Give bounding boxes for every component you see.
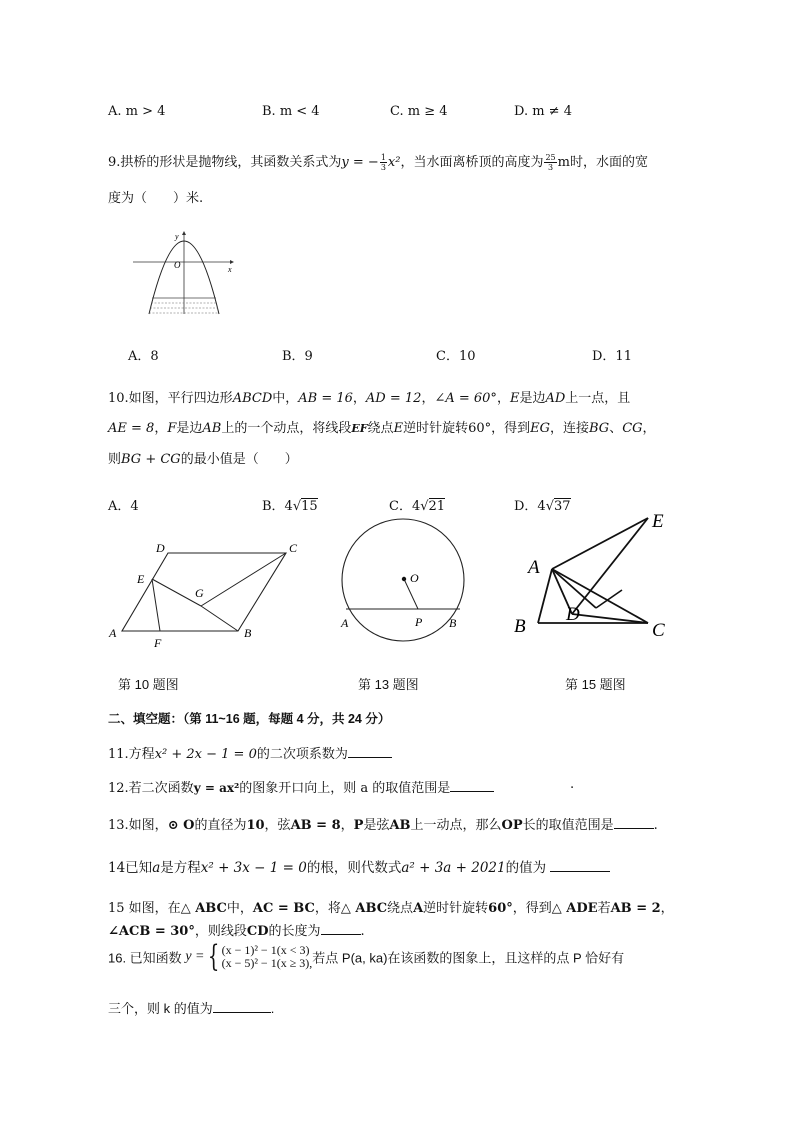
q16-case-2: (x − 5)² − 1(x ≥ 3), (221, 956, 313, 970)
q10-bg: BG (589, 421, 610, 436)
q14-text-c: 的根，则代数式 (306, 860, 402, 876)
q11-equation: x² + 2x − 1 = 0 (154, 747, 257, 762)
q10-sep2: ， (421, 391, 435, 406)
q10-ad: AD = 12 (365, 391, 422, 406)
fig15-segment-ae (552, 518, 648, 569)
q10-ab: AB = 16 (298, 391, 353, 406)
q9-text-b: ，当水面离桥顶的高度为 (400, 155, 544, 170)
fig10-segment-gb (201, 606, 238, 631)
fig10-segment-gc (201, 553, 286, 606)
fig10-label-a: A (109, 626, 117, 640)
q16-case-1: (x − 1)² − 1(x < 3) (221, 943, 310, 957)
q9-option-b: B．9 (282, 349, 313, 364)
q9-option-a: A．8 (128, 349, 159, 364)
q14-expression: a² + 3a + 2021 (401, 860, 506, 876)
fig13-label-p: P (415, 615, 423, 629)
q15-line2 (108, 920, 365, 939)
q10-text-2f: ，连接 (549, 421, 589, 436)
fig15-label-d: D (566, 604, 580, 625)
q10-option-d-radicand: 37 (554, 499, 571, 514)
q9-line2: 度为（ ）米. (108, 191, 204, 206)
q15-text-f: ，得到 (512, 901, 552, 916)
q10-text-1b: 中， (272, 391, 299, 406)
fig15-label-a: A (528, 557, 540, 578)
fig10-label-c: C (289, 541, 298, 555)
q9-line1 (108, 151, 648, 172)
q13-circle-o: ⊙ O (167, 818, 195, 833)
fig10-label-f: F (154, 636, 162, 650)
q9-x-arrow (230, 260, 234, 264)
q10-option-d-text: D．4 (514, 499, 546, 514)
q12-stray-dot: . (570, 777, 575, 792)
fig10-segment-eg (152, 579, 201, 606)
q10-f: F (167, 421, 177, 436)
fig13-label-b: B (449, 616, 457, 630)
q10-option-d-sqrt: √ (545, 499, 554, 514)
q10-cg: CG (622, 421, 643, 436)
q10-text-3b: 的最小值是（ ） (180, 452, 298, 467)
q9-x-label: x (228, 265, 232, 274)
q12-answer-blank[interactable] (450, 791, 494, 792)
q10-option-c-sqrt: √ (420, 499, 429, 514)
q10-option-a-text: A．4 (108, 499, 139, 514)
q9-y-arrow (182, 231, 186, 235)
fig15-segment-ab (538, 569, 552, 623)
q10-text-2e: 逆时针旋转60°，得到 (403, 421, 531, 436)
q15-eq1: AC = BC (252, 901, 315, 916)
q13-text-a: 13.如图， (108, 818, 168, 833)
q10-eg: EG (530, 421, 550, 436)
q10-ab2: AB (202, 421, 222, 436)
q10-option-b-sqrt: √ (292, 499, 302, 514)
q8-option-a: A. m > 4 (108, 104, 166, 119)
q10-ad2: AD (545, 391, 566, 406)
fig15-label-e: E (652, 511, 664, 532)
q16-end: . (270, 1001, 275, 1016)
q10-option-c (389, 495, 445, 514)
q10-sep1: ， (352, 391, 366, 406)
q12-text-b: 的图象开口向上，则 a 的取值范围是 (239, 781, 451, 796)
q9-func-y: y = − (341, 155, 379, 170)
q10-text-1a: 10.如图，平行四边形 (108, 391, 233, 406)
q15-triangle-3: △ ADE (551, 901, 598, 916)
q15-angle: ∠ACB = 30° (108, 924, 195, 939)
q10-abcd: ABCD (232, 391, 273, 406)
q10-option-b-text: B．4 (262, 499, 293, 514)
q10-option-c-radicand: 21 (428, 499, 446, 514)
q10-text-2b: 是边 (176, 421, 203, 436)
q10-text-2d: 绕点 (367, 421, 394, 436)
q8-option-d: D. m ≠ 4 (514, 104, 572, 119)
fig10-caption: 第 10 题图 (118, 677, 179, 692)
q10-line3 (108, 448, 298, 467)
q10-e2: E (393, 421, 404, 436)
q9-text-c: m时，水面的宽 (557, 155, 648, 170)
fig13-caption: 第 13 题图 (358, 677, 419, 692)
q10-text-1e: 上一点，且 (565, 391, 631, 406)
q10-e: E (509, 391, 520, 406)
q10-option-b (262, 495, 318, 514)
q15-text-d: 绕点 (387, 901, 414, 916)
q15-text-2c: 的长度为 (268, 924, 321, 939)
q16-y: y = (185, 949, 205, 964)
q15-text-b: 中， (226, 901, 253, 916)
q9-y-label: y (175, 232, 179, 241)
q13-ten: 10 (246, 818, 265, 833)
fig10-label-d: D (156, 541, 165, 555)
fig13-center-dot (402, 577, 406, 581)
q13-text-d: ， (340, 818, 354, 833)
q10-line2 (108, 417, 656, 436)
q10-ef: EF (351, 422, 368, 435)
q10-option-b-radicand: 15 (301, 499, 318, 514)
q15-text-2b: ，则线段 (194, 924, 247, 939)
q10-text-3a: 则 (108, 452, 122, 467)
q15-text-e: 逆时针旋转 (423, 901, 489, 916)
q14 (108, 856, 610, 876)
q16-cases (222, 944, 313, 970)
q15-text-a: 15 如图，在 (108, 901, 181, 916)
fig10-label-b: B (244, 626, 252, 640)
fig15-segment-a-mid (552, 569, 596, 608)
q13-text-b: 的直径为 (194, 818, 247, 833)
q16-text-a: 16. 已知函数 (108, 950, 182, 966)
q15-triangle-1: △ ABC (180, 901, 227, 916)
q13-answer-blank[interactable] (614, 828, 654, 829)
q9-coef-num: 1 (380, 153, 386, 162)
fig15-label-b: B (514, 616, 526, 637)
q16-text-b: 若点 P(a, ka)在该函数的图象上，且这样的点 P 恰好有 (312, 950, 625, 966)
fig15-segment-dc (572, 614, 648, 623)
q13-text-c: ，弦 (264, 818, 291, 833)
fig15-triangles (510, 506, 680, 646)
q10-text-1c: ， (496, 391, 510, 406)
q10-text-2c: 上的一个动点，将线段 (221, 421, 352, 436)
q11-text-a: 11.方程 (108, 747, 155, 762)
fig15-segment-de (572, 518, 648, 614)
fig10-label-g: G (195, 586, 204, 600)
q12-text-a: 12.若二次函数 (108, 781, 194, 796)
q13-ab2: AB (389, 818, 411, 833)
q16-text-line2: 三个，则 k 的值为 (108, 1001, 213, 1016)
fig10-parallelogram (104, 536, 314, 656)
q13-op: OP (501, 818, 523, 833)
q15-point-a: A (413, 901, 424, 916)
q9-text-a: 9.拱桥的形状是抛物线，其函数关系式为 (108, 155, 342, 170)
q9-coef-den: 3 (380, 163, 386, 172)
q11 (108, 743, 392, 762)
q14-text-d: 的值为 (505, 860, 547, 876)
q16-answer-blank[interactable] (213, 1012, 271, 1013)
q10-ae: AE = 8 (108, 421, 155, 436)
q10-text-2a: ， (154, 421, 168, 436)
q15-text-c: ，将 (314, 901, 341, 916)
q10-text-2h: ， (642, 421, 656, 436)
fig10-segment-ef (152, 579, 160, 631)
q15-deg: 60° (488, 901, 513, 916)
q15-end: . (360, 924, 365, 939)
q13-ab: AB = 8 (290, 818, 341, 833)
q16-brace: { (208, 939, 220, 974)
q15-line1 (108, 897, 674, 916)
q14-equation: x² + 3x − 1 = 0 (200, 860, 307, 876)
q9-parabola-figure (128, 228, 238, 318)
q8-option-b: B. m < 4 (262, 104, 320, 119)
q13-end: . (653, 818, 658, 833)
q15-ab: AB = 2 (610, 901, 661, 916)
q9-height-fraction (544, 153, 556, 172)
fig13-circle (336, 515, 472, 655)
fig13-label-a: A (341, 616, 349, 630)
q13-text-f: 上一动点，那么 (410, 818, 502, 833)
q13 (108, 814, 658, 833)
q10-text-2g: 、 (609, 421, 623, 436)
q11-answer-blank[interactable] (348, 757, 392, 758)
q10-angle: ∠A = 60° (434, 391, 497, 406)
q9-coef-fraction (380, 153, 387, 172)
q10-line1 (108, 387, 630, 406)
q15-text-g: 若 (597, 901, 611, 916)
section2-heading: 二、填空题：（第 11~16 题，每题 4 分，共 24 分） (108, 712, 391, 726)
q14-answer-blank[interactable] (550, 871, 610, 872)
fig10-abcd-outline (122, 553, 286, 631)
q11-text-b: 的二次项系数为 (256, 747, 348, 762)
q16-line2 (108, 998, 274, 1017)
q9-func-x: x² (387, 155, 401, 170)
q12 (108, 777, 494, 796)
fig15-label-c: C (652, 620, 665, 641)
fig15-caption: 第 15 题图 (565, 677, 626, 692)
q14-var: a (152, 860, 161, 876)
q13-p: P (353, 818, 364, 833)
q9-height-den: 3 (548, 163, 554, 172)
q9-height-num: 25 (545, 153, 556, 162)
q8-option-c: C. m ≥ 4 (390, 104, 448, 119)
q10-option-c-text: C．4 (389, 499, 421, 514)
q9-origin-label: O (174, 260, 181, 270)
q14-text-b: 是方程 (160, 860, 201, 876)
q10-text-1d: 是边 (519, 391, 546, 406)
fig10-label-e: E (137, 572, 145, 586)
q14-text-a: 14已知 (108, 860, 153, 876)
q13-text-g: 长的取值范围是 (522, 818, 614, 833)
q13-text-e: 是弦 (363, 818, 390, 833)
q15-text-h: ， (660, 901, 674, 916)
q15-answer-blank[interactable] (321, 934, 361, 935)
fig13-label-o: O (410, 571, 419, 585)
q15-triangle-2: △ ABC (340, 901, 388, 916)
q15-cd: CD (246, 924, 269, 939)
q9-option-d: D．11 (592, 349, 632, 364)
q10-option-a (108, 495, 139, 514)
q9-option-c: C．10 (436, 349, 476, 364)
q12-equation: y = ax² (193, 781, 240, 795)
q16-line1 (108, 939, 625, 974)
q10-expr: BG + CG (121, 452, 181, 467)
